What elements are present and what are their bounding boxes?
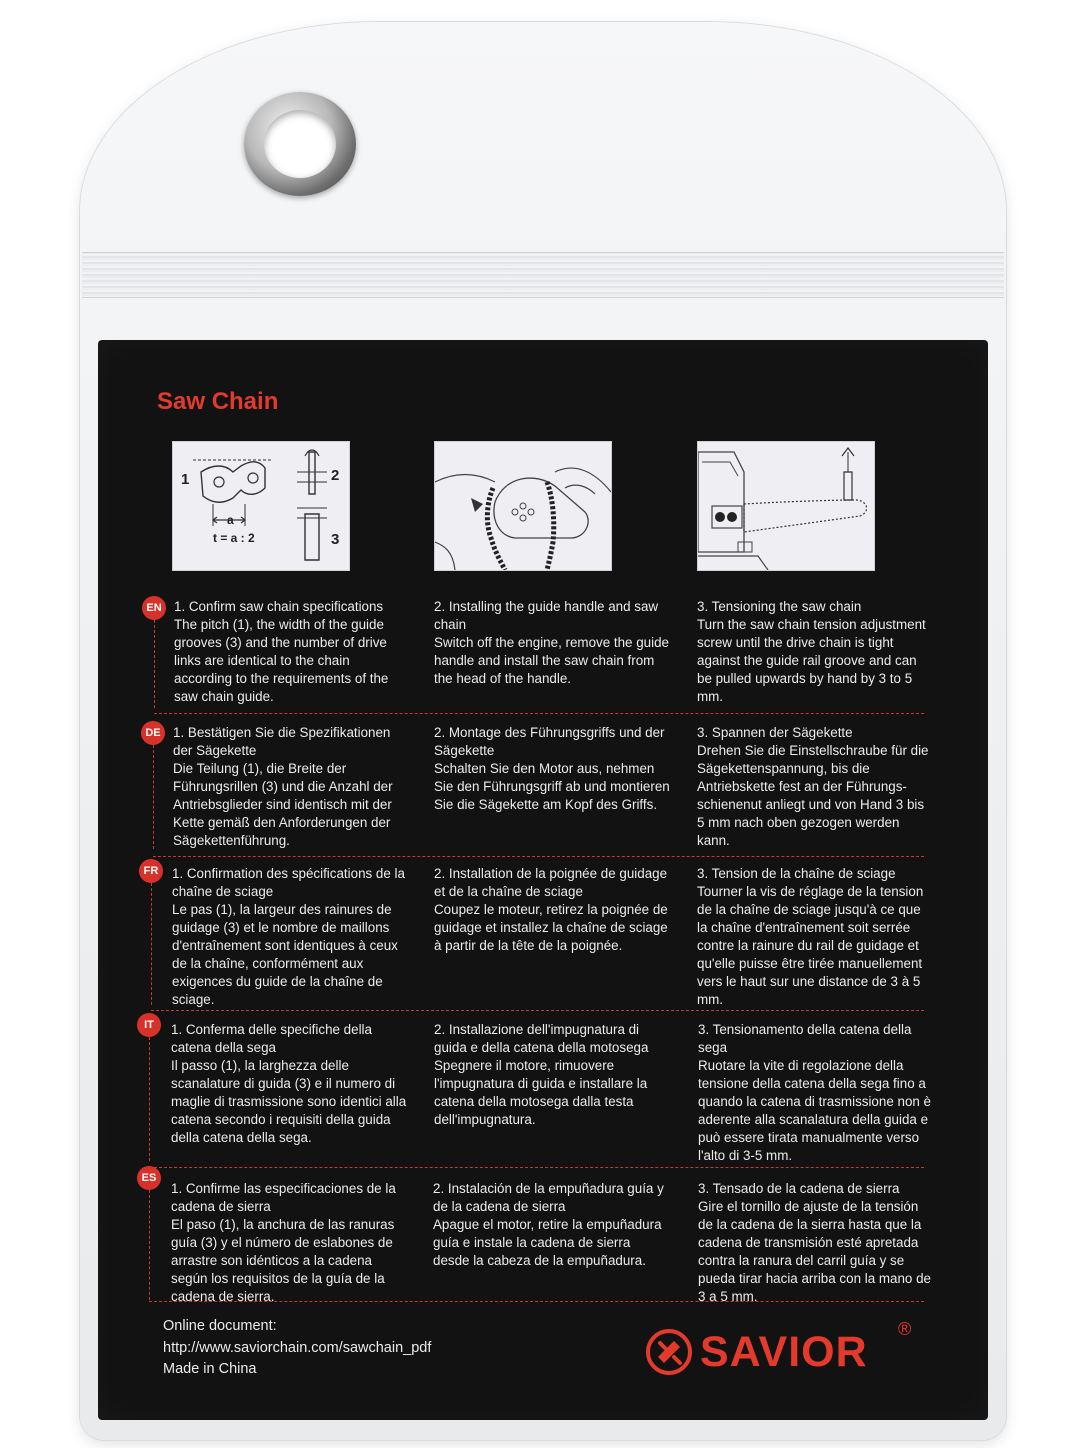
step-heading: 3. Tensionamento della catena della sega <box>698 1022 912 1055</box>
brand-logo <box>644 1319 912 1381</box>
section-divider-horizontal <box>153 856 924 857</box>
step-heading: 1. Confirm saw chain specifications <box>174 599 384 614</box>
fig-formula: t = a : 2 <box>213 531 255 545</box>
step-heading: 3. Tensado de la cadena de sierra <box>698 1181 900 1196</box>
step-body: Die Teilung (1), die Breite der Führungsrillen (3) und die Anzahl der Antriebsglieder sind identisch mit der Kette gemäß den Anforderungen der Sägekettenführung. <box>173 761 393 848</box>
section-divider-vertical <box>149 1190 150 1300</box>
section-divider-horizontal <box>149 1167 924 1168</box>
step-body: Apague el motor, retire la empuñadura guía e instale la cadena de sierra desde la cabeza de la empuñadura. <box>433 1217 662 1268</box>
install-guide-illustration <box>435 442 611 570</box>
de-col-2 <box>434 724 670 814</box>
step-body: Le pas (1), la largeur des rainures de guidage (3) et le nombre de maillons d'entraînement sont identiques à ceux de la chaîne, conformément aux exigences du guide de la chaîne de sciage. <box>172 902 398 1007</box>
step-body: Turn the saw chain tension adjustment screw until the drive chain is tight against the guide rail groove and can be pulled upwards by hand by 3 to 5 mm. <box>697 617 926 704</box>
registered-mark: ® <box>898 1319 912 1339</box>
section-divider-horizontal <box>151 1010 924 1011</box>
it-col-2 <box>434 1021 670 1129</box>
lang-badge-en: EN <box>142 596 166 620</box>
fr-col-1 <box>172 865 408 1009</box>
step-heading: 1. Conferma delle specifiche della catena della sega <box>171 1022 372 1055</box>
step-heading: 3. Tensioning the saw chain <box>697 599 862 614</box>
it-col-3 <box>698 1021 934 1165</box>
step-heading: 3. Spannen der Sägekette <box>697 725 853 740</box>
section-divider-vertical <box>149 1037 150 1161</box>
step-heading: 3. Tension de la chaîne de sciage <box>697 866 896 881</box>
lang-badge-it: IT <box>137 1013 161 1037</box>
de-col-1 <box>173 724 409 850</box>
step-body: Il passo (1), la larghezza delle scanalature di guida (3) e il numero di maglie di trasmissione sono identici alla catena secondo i requisiti della guida della catena della sega. <box>171 1058 407 1145</box>
step-body: El paso (1), la anchura de las ranuras guía (3) y el número de eslabones de arrastre son idénticos a la cadena según los requisitos de la guía de la cadena de sierra. <box>171 1217 395 1304</box>
step-body: Schalten Sie den Motor aus, nehmen Sie den Führungsgriff ab und montieren Sie die Sägekette am Kopf des Griffs. <box>434 761 670 812</box>
es-col-2 <box>433 1180 669 1270</box>
hang-hole-grommet <box>244 92 356 196</box>
step-body: Tourner la vis de réglage de la tension de la chaîne de sciage jusqu'à ce que la chaîne d'entraînement soit serrée contre la rainure du rail de guidage et qu'elle puisse être tirée manuellement vers le haut sur une distance de 3 à 5 mm. <box>697 884 924 1007</box>
lang-badge-es: ES <box>137 1166 161 1190</box>
step-body: Spegnere il motore, rimuovere l'impugnatura di guida e installare la catena della motosega dalla testa dell'impugnatura. <box>434 1058 648 1127</box>
step-heading: 2. Installing the guide handle and saw chain <box>434 599 659 632</box>
es-col-1 <box>171 1180 407 1306</box>
de-col-3 <box>697 724 933 850</box>
step-body: Switch off the engine, remove the guide handle and install the saw chain from the head of the handle. <box>434 635 669 686</box>
en-col-2 <box>434 598 670 688</box>
fig-label-3: 3 <box>331 531 340 548</box>
step-heading: 2. Installazione dell'impugnatura di guida e della catena della motosega <box>434 1022 649 1055</box>
brand-name: SAVIOR <box>700 1327 868 1376</box>
figure-chain-spec <box>172 441 350 571</box>
step-heading: 2. Installation de la poignée de guidage et de la chaîne de sciage <box>434 866 668 899</box>
en-col-3 <box>697 598 933 706</box>
section-divider-vertical <box>154 620 155 708</box>
step-body: Drehen Sie die Einstellschraube für die Sägekettenspannung, bis die Antriebskette fest an der Führungs-schienenut anliegt und von Hand 3 bis 5 mm nach oben gezogen werden kann. <box>697 743 929 848</box>
fig-label-2: 2 <box>331 467 340 484</box>
step-body: Coupez le moteur, retirez la poignée de guidage et installez la chaîne de sciage à partir de la tête de la poignée. <box>434 902 668 953</box>
section-divider-vertical <box>153 745 154 849</box>
footer-online-label: Online document: <box>163 1318 277 1334</box>
es-col-3 <box>698 1180 934 1306</box>
step-heading: 2. Instalación de la empuñadura guía y de la cadena de sierra <box>433 1181 664 1214</box>
step-body: Ruotare la vite di regolazione della tensione della catena della sega fino a quando la catena di trasmissione non è aderente alla scanalatura della guida e può essere tirata manualmente verso l'alto di 3-5 mm. <box>698 1058 932 1163</box>
it-col-1 <box>171 1021 407 1147</box>
section-divider-vertical <box>151 883 152 1005</box>
section-divider-horizontal <box>154 713 924 714</box>
logo-chainsaw-icon <box>644 1327 694 1377</box>
step-body: Gire el tornillo de ajuste de la tensión de la cadena de la sierra hasta que la cadena de transmisión esté apretada contra la ranura del carril guía y se pueda tirar hacia arriba con la mano de 3 a 5 mm. <box>698 1199 931 1304</box>
lang-badge-fr: FR <box>139 859 163 883</box>
figure-tensioning <box>697 441 875 571</box>
footer-made-in: Made in China <box>163 1361 257 1377</box>
footer-url-link[interactable]: http://www.saviorchain.com/sawchain_pdf <box>163 1340 432 1356</box>
zip-seal <box>82 252 1004 298</box>
step-heading: 1. Bestätigen Sie die Spezifikationen der Sägekette <box>173 725 391 758</box>
chain-spec-diagram <box>173 442 349 570</box>
en-col-1 <box>174 598 410 706</box>
lang-badge-de: DE <box>141 721 165 745</box>
fr-col-3 <box>697 865 933 1009</box>
fig-label-1: 1 <box>181 471 190 488</box>
step-heading: 2. Montage des Führungsgriffs und der Sägekette <box>434 725 665 758</box>
fig-label-a: a <box>227 513 234 527</box>
page-title: Saw Chain <box>157 388 279 415</box>
figure-install-guide <box>434 441 612 571</box>
step-heading: 1. Confirmation des spécifications de la chaîne de sciage <box>172 866 405 899</box>
step-body: The pitch (1), the width of the guide grooves (3) and the number of drive links are identical to the chain according to the requirements of the saw chain guide. <box>174 617 389 704</box>
step-heading: 1. Confirme las especificaciones de la cadena de sierra <box>171 1181 396 1214</box>
fr-col-2 <box>434 865 670 955</box>
tensioning-illustration <box>698 442 874 570</box>
